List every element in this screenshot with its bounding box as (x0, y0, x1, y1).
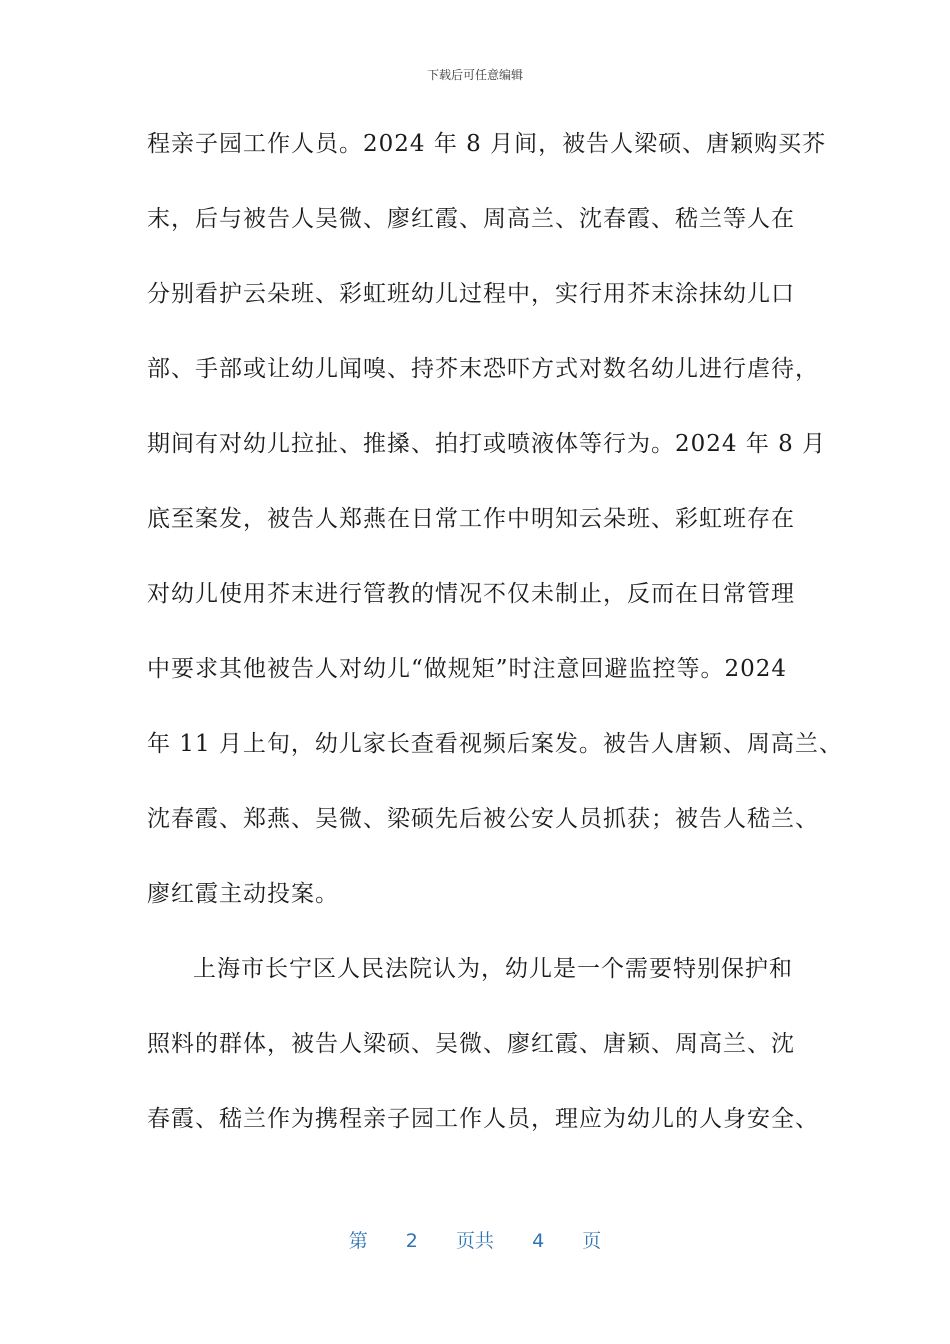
footer-end-label: 页 (582, 1230, 602, 1252)
body-line: 程亲子园工作人员。2024 年 8 月间，被告人梁硕、唐颖购买芥 (147, 131, 827, 157)
body-line: 年 11 月上旬，幼儿家长查看视频后案发。被告人唐颖、周高兰、 (147, 731, 843, 757)
body-line: 廖红霞主动投案。 (147, 881, 339, 907)
body-line: 末，后与被告人吴微、廖红霞、周高兰、沈春霞、嵇兰等人在 (147, 206, 795, 232)
footer-of-label: 页共 (455, 1230, 494, 1252)
body-line: 分别看护云朵班、彩虹班幼儿过程中，实行用芥末涂抹幼儿口 (147, 281, 795, 307)
body-line: 部、手部或让幼儿闻嗅、持芥末恐吓方式对数名幼儿进行虐待， (147, 356, 819, 382)
body-line: 底至案发，被告人郑燕在日常工作中明知云朵班、彩虹班存在 (147, 506, 795, 532)
body-line: 沈春霞、郑燕、吴微、梁硕先后被公安人员抓获；被告人嵇兰、 (147, 806, 819, 832)
body-line: 对幼儿使用芥末进行管教的情况不仅未制止，反而在日常管理 (147, 581, 795, 607)
page-header: 下载后可任意编辑 (426, 68, 523, 82)
footer-total-pages: 4 (532, 1230, 545, 1252)
page-footer (0, 1226, 950, 1253)
body-line-indented: 上海市长宁区人民法院认为，幼儿是一个需要特别保护和 (193, 956, 793, 982)
body-line: 照料的群体，被告人梁硕、吴微、廖红霞、唐颖、周高兰、沈 (147, 1031, 795, 1057)
body-line: 中要求其他被告人对幼儿“做规矩”时注意回避监控等。2024 (147, 656, 788, 682)
body-line: 期间有对幼儿拉扯、推搡、拍打或喷液体等行为。2024 年 8 月 (147, 431, 827, 457)
footer-current-page: 2 (405, 1230, 418, 1252)
body-line: 春霞、嵇兰作为携程亲子园工作人员，理应为幼儿的人身安全、 (147, 1106, 819, 1132)
footer-page-label: 第 (348, 1230, 368, 1252)
